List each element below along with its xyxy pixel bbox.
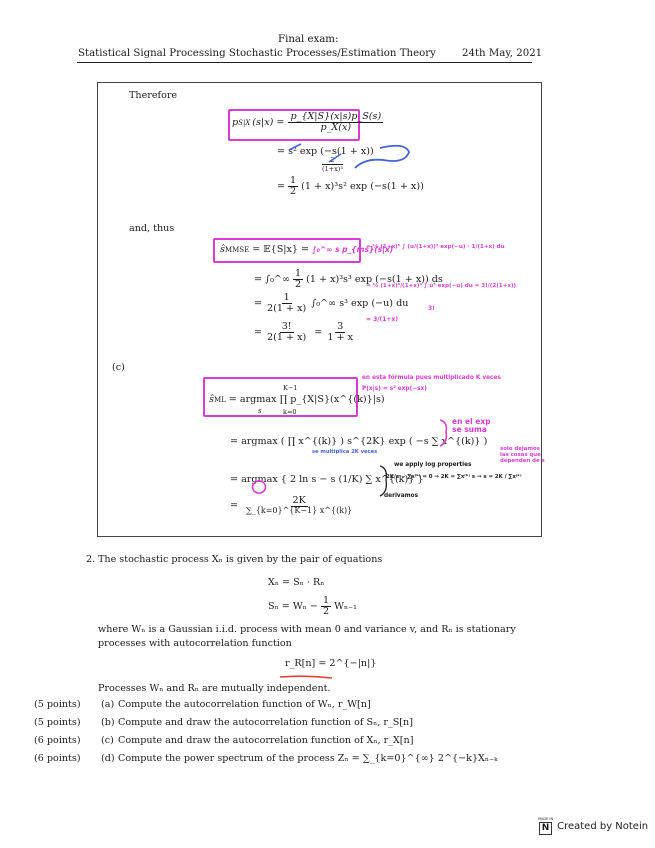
ml-sub: ML [213, 395, 226, 404]
eq1-lhs-args: (s|x) = [252, 117, 285, 129]
mmse-l4-num: 3! [281, 321, 292, 332]
problem2-eq2-post: Wₙ₋₁ [334, 601, 357, 613]
mmse-l4-pre: = [254, 327, 263, 339]
mmse-l4-frac2 [325, 322, 355, 343]
ml-l1-under: s [258, 407, 262, 415]
posterior-equation [232, 112, 383, 133]
mmse-l4-num2: 3 [337, 321, 344, 332]
item-a-text: Compute the autocorrelation function of Wₙ, r_W[n] [118, 699, 371, 710]
ml-l1-top: K−1 [283, 384, 298, 392]
mmse-l4-den2: 1 + x [327, 332, 353, 344]
ml-l4-num: 2K [292, 495, 306, 506]
mmse-hand-right4: = 3/(1+x) [366, 316, 399, 323]
eq3-pre: = [277, 181, 286, 193]
mmse-l2-frac [293, 269, 303, 290]
header-rule [77, 62, 532, 63]
item-d-points: (6 points) [34, 753, 81, 764]
ml-l4-pre: = [230, 500, 239, 512]
ml-note4: se multiplica 2K veces [312, 449, 378, 455]
mmse-handwritten: ∫₀^∞ s p_{ms}(s|x) [312, 245, 394, 254]
mmse-l4-frac [265, 322, 308, 343]
ml-note3: en el exp se suma [452, 417, 491, 435]
mmse-l3-den: 2(1 + x) [267, 303, 307, 315]
notein-logo [538, 818, 553, 835]
notein-footer-text: Created by Notein [557, 820, 649, 832]
therefore-text: Therefore [129, 90, 178, 101]
mmse-sub: MMSE [224, 245, 250, 254]
item-d-text: Compute the power spectrum of the process Zₙ = ∑_{k=0}^{∞} 2^{−k}Xₙ₋ₖ [118, 753, 498, 764]
item-b-label: (b) [101, 717, 115, 728]
ml-line1 [209, 394, 385, 405]
ml-note1: en esta fórmula pues multiplicado K veces [362, 375, 501, 381]
mmse-lhs: ŝ [220, 244, 225, 255]
ml-note7: derivamos [384, 493, 419, 499]
problem2-where1: where Wₙ is a Gaussian i.i.d. process with mean 0 and variance v, and Rₙ is stationary [98, 624, 516, 635]
mmse-hand-right2: = ½ (1+x)³/(1+x)⁴ ∫ u³ exp(−u) du = 3!/(2(1+x)) [366, 283, 517, 289]
eq2-text: = s² exp (−s(1 + x)) [277, 146, 374, 157]
eq3-post: (1 + x)³s² exp (−s(1 + x)) [301, 181, 424, 193]
eq3-den: 2 [290, 186, 297, 198]
eq3 [277, 176, 424, 197]
course-title: Statistical Signal Processing Stochastic Processes/Estimation Theory [78, 48, 436, 59]
eq3-num: 1 [290, 175, 297, 186]
ml-l1-bot: k=0 [283, 408, 297, 416]
exam-title: Final exam: [278, 34, 339, 45]
and-thus-text: and, thus [129, 223, 175, 234]
ml-line3: = argmax { 2 ln s − s (1/K) ∑ x^{(k)} } [230, 474, 424, 485]
mmse-l4-mid: = [314, 327, 323, 339]
eq1-lhs: p [232, 117, 239, 129]
mmse-l3-frac [265, 293, 308, 314]
mmse-l2-den: 2 [294, 279, 302, 291]
ml-line2: = argmax ( ∏ x^{(k)} ) s^{2K} exp ( −s ∑ x^{(k)} ) [230, 436, 488, 447]
pink-circle-s [250, 479, 268, 495]
eq1-denominator: p_X(x) [320, 122, 352, 134]
notein-logo-top: MADE IN [538, 817, 554, 821]
ml-note2: P(x|s) = s² exp(−sx) [362, 386, 427, 392]
item-b-points: (5 points) [34, 717, 81, 728]
mmse-rhs: = 𝔼{S|x} = [252, 244, 310, 255]
eq1-numerator: p_{X|S}(x|s)p_S(s) [290, 111, 382, 122]
ml-line4 [230, 496, 354, 515]
exam-date: 24th May, 2021 [462, 48, 543, 59]
item-d-label: (d) [101, 753, 115, 764]
ml-brace-pink [438, 418, 452, 448]
problem2-eq2-den: 2 [322, 606, 330, 618]
ml-note-formula-text: 2K/s − ∑x⁽ᵏ⁾ = 0 ⇒ 2K = ∑x⁽ᵏ⁾ s ⇒ s = 2K / ∑x⁽ᵏ⁾ [386, 474, 522, 480]
mmse-l3-pre: = [254, 298, 263, 310]
problem2-eq2-pre: Sₙ = Wₙ − [268, 601, 318, 613]
problem2-eq2-frac [321, 596, 331, 617]
item-c-label: (c) [101, 735, 114, 746]
notein-logo-icon: N [539, 822, 552, 835]
part-c-label: (c) [112, 362, 125, 373]
eq3-fraction [288, 176, 298, 197]
notein-footer [538, 818, 648, 835]
ml-note6: we apply log properties [394, 462, 472, 468]
eq1-lhs-sub: S|X [238, 118, 251, 127]
mmse-l2-num: 1 [294, 268, 302, 279]
problem2-eq2 [268, 596, 357, 617]
blue-loop-annotation [285, 140, 425, 176]
eq2-sub-den: (1+x)³ [322, 165, 343, 173]
problem2-number: 2. [86, 554, 96, 565]
red-underline [278, 673, 334, 681]
mmse-l3-num: 1 [283, 292, 290, 303]
problem2-eq2-num: 1 [322, 595, 330, 606]
item-a-label: (a) [101, 699, 115, 710]
problem2-eq1: Xₙ = Sₙ · Rₙ [268, 577, 325, 588]
ml-note-formula [386, 474, 536, 480]
item-b-text: Compute and draw the autocorrelation function of Sₙ, r_S[n] [118, 717, 413, 728]
problem2-intro: The stochastic process Xₙ is given by the pair of equations [98, 554, 383, 565]
ml-l4-frac [244, 496, 354, 515]
problem2-where2: processes with autocorrelation function [98, 638, 292, 649]
mmse-hand-right: = ½ (1+x)³ ∫ (u/(1+x))³ exp(−u) · 1/(1+x) du [366, 244, 505, 250]
mmse-hand-right3: 3! [428, 305, 435, 312]
mmse-l2-post: (1 + x)³s³ exp (−s(1 + x)) ds [306, 274, 443, 286]
mmse-line4 [254, 322, 355, 343]
mmse-l2-pre: = ∫₀^∞ [254, 274, 290, 286]
mmse-line3 [254, 293, 408, 314]
ml-lhs: ŝ [209, 394, 214, 405]
ml-note5: solo dejamos las cosas que dependen de s [500, 446, 545, 464]
problem2-acf: r_R[n] = 2^{−|n|} [285, 658, 377, 669]
eq1-fraction [288, 112, 383, 133]
item-c-points: (6 points) [34, 735, 81, 746]
problem2-indep: Processes Wₙ and Rₙ are mutually independent. [98, 683, 331, 694]
mmse-l3-post: ∫₀^∞ s³ exp (−u) du [311, 298, 409, 310]
item-a-points: (5 points) [34, 699, 81, 710]
eq2-sub-num: 2 [322, 156, 343, 165]
item-c-text: Compute and draw the autocorrelation function of Xₙ, r_X[n] [118, 735, 414, 746]
ml-l1: = argmax ∏ p_{X|S}(x^{(k)}|s) [228, 394, 385, 405]
mmse-l4-den: 2(1 + x) [267, 332, 307, 344]
ml-l4-den: ∑_{k=0}^{K−1} x^{(k)} [246, 506, 353, 516]
